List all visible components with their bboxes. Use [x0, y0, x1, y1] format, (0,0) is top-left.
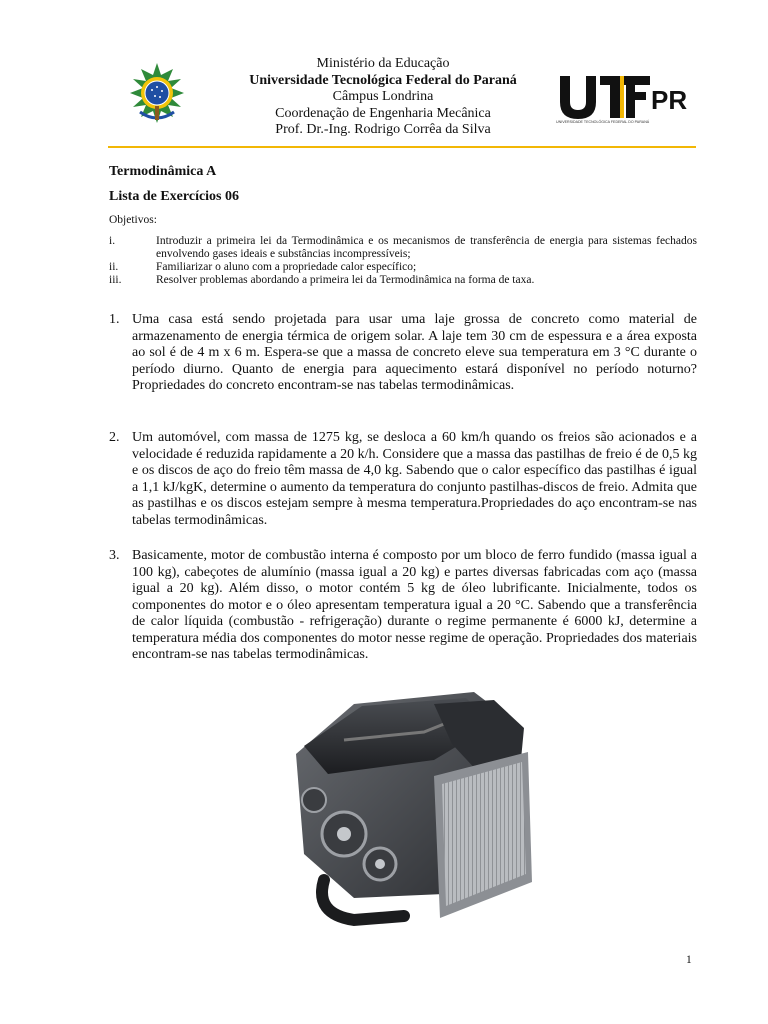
header-divider [108, 146, 696, 148]
objective-number: i. [109, 235, 116, 247]
objective-text: Introduzir a primeira lei da Termodinâmica e os mecanismos de transferência de energia para sistemas fechados envolvendo gases ideais e substâncias incompressíveis; [156, 235, 697, 260]
list-title: Lista de Exercícios 06 [109, 189, 240, 204]
campus-line: Câmpus Londrina [332, 89, 434, 104]
utfpr-logo [556, 72, 690, 124]
objective-text: Familiarizar o aluno com a propriedade calor específico; [156, 261, 417, 273]
exercise-text: Uma casa está sendo projetada para usar uma laje grossa de concreto como material de armazenamento de energia térmica de origem solar. A laje tem 30 cm de espessura e a área exposta ao sol é de 4 m x 6 m. Espera-se que a massa de concreto eleve sua temperatura em 3 °C durante o período diurno. Quanto de energia para aquecimento estará disponível no período noturno? Propriedades do concreto encontram-se nas tabelas termodinâmicas. [132, 312, 697, 393]
objective-item [109, 235, 697, 261]
objectives-label: Objetivos: [109, 214, 157, 226]
exercise-number: 1. [109, 312, 120, 327]
engine-image [284, 684, 548, 934]
ministry-line: Ministério da Educação [316, 56, 450, 71]
objective-item [109, 261, 697, 274]
exercise-number: 3. [109, 548, 120, 563]
institution-header [200, 56, 566, 139]
exercise-item [109, 548, 697, 664]
svg-text:UNIVERSIDADE TECNOLÓGICA FEDER: UNIVERSIDADE TECNOLÓGICA FEDERAL DO PARANÁ [556, 120, 650, 124]
objective-number: ii. [109, 261, 119, 273]
professor-line: Prof. Dr.-Ing. Rodrigo Corrêa da Silva [275, 122, 491, 137]
objective-text: Resolver problemas abordando a primeira lei da Termodinâmica na forma de taxa. [156, 274, 535, 286]
exercise-item [109, 430, 697, 529]
university-line: Universidade Tecnológica Federal do Paraná [249, 72, 517, 88]
course-title: Termodinâmica A [109, 164, 217, 179]
department-line: Coordenação de Engenharia Mecânica [275, 105, 491, 121]
objectives-list [109, 235, 697, 287]
objective-item [109, 274, 697, 287]
page-number: 1 [686, 954, 692, 966]
exercise-item [109, 312, 697, 395]
exercise-text: Basicamente, motor de combustão interna é composto por um bloco de ferro fundido (massa igual a 100 kg), cabeçotes de alumínio (massa igual a 20 kg) e partes diversas fabricadas com aço (massa igual a 20 kg). Além disso, o motor contém 5 kg de óleo lubrificante. Inicialmente, todos os componentes do motor e o óleo apresentam temperatura igual a 20 °C. Sabendo que a transferência de calor líquida (combustão - refrigeração) durante o regime permanente é 6000 kJ, determine a temperatura média dos componentes do motor nesse regime de operação. Propriedades dos materiais encontram-se nas tabelas termodinâmicas. [132, 548, 697, 662]
objective-number: iii. [109, 274, 122, 286]
brazil-coat-of-arms-logo [126, 62, 188, 124]
svg-text:PR: PR [651, 85, 688, 115]
exercise-number: 2. [109, 430, 120, 445]
exercise-text: Um automóvel, com massa de 1275 kg, se desloca a 60 km/h quando os freios são acionados e a velocidade é reduzida rapidamente a 20 k/h. Considere que a massa das pastilhas de freio é de 0,5 kg e os discos de aço do freio têm massa de 4,0 kg. Sabendo que o calor específico das pastilhas é igual a 1,1 kJ/kgK, determine o aumento da temperatura do conjunto pastilhas-discos de freio. Admita que as pastilhas e os discos estejam sempre à mesma temperatura.Propriedades do aço encontram-se nas tabelas termodinâmicas. [132, 430, 697, 528]
